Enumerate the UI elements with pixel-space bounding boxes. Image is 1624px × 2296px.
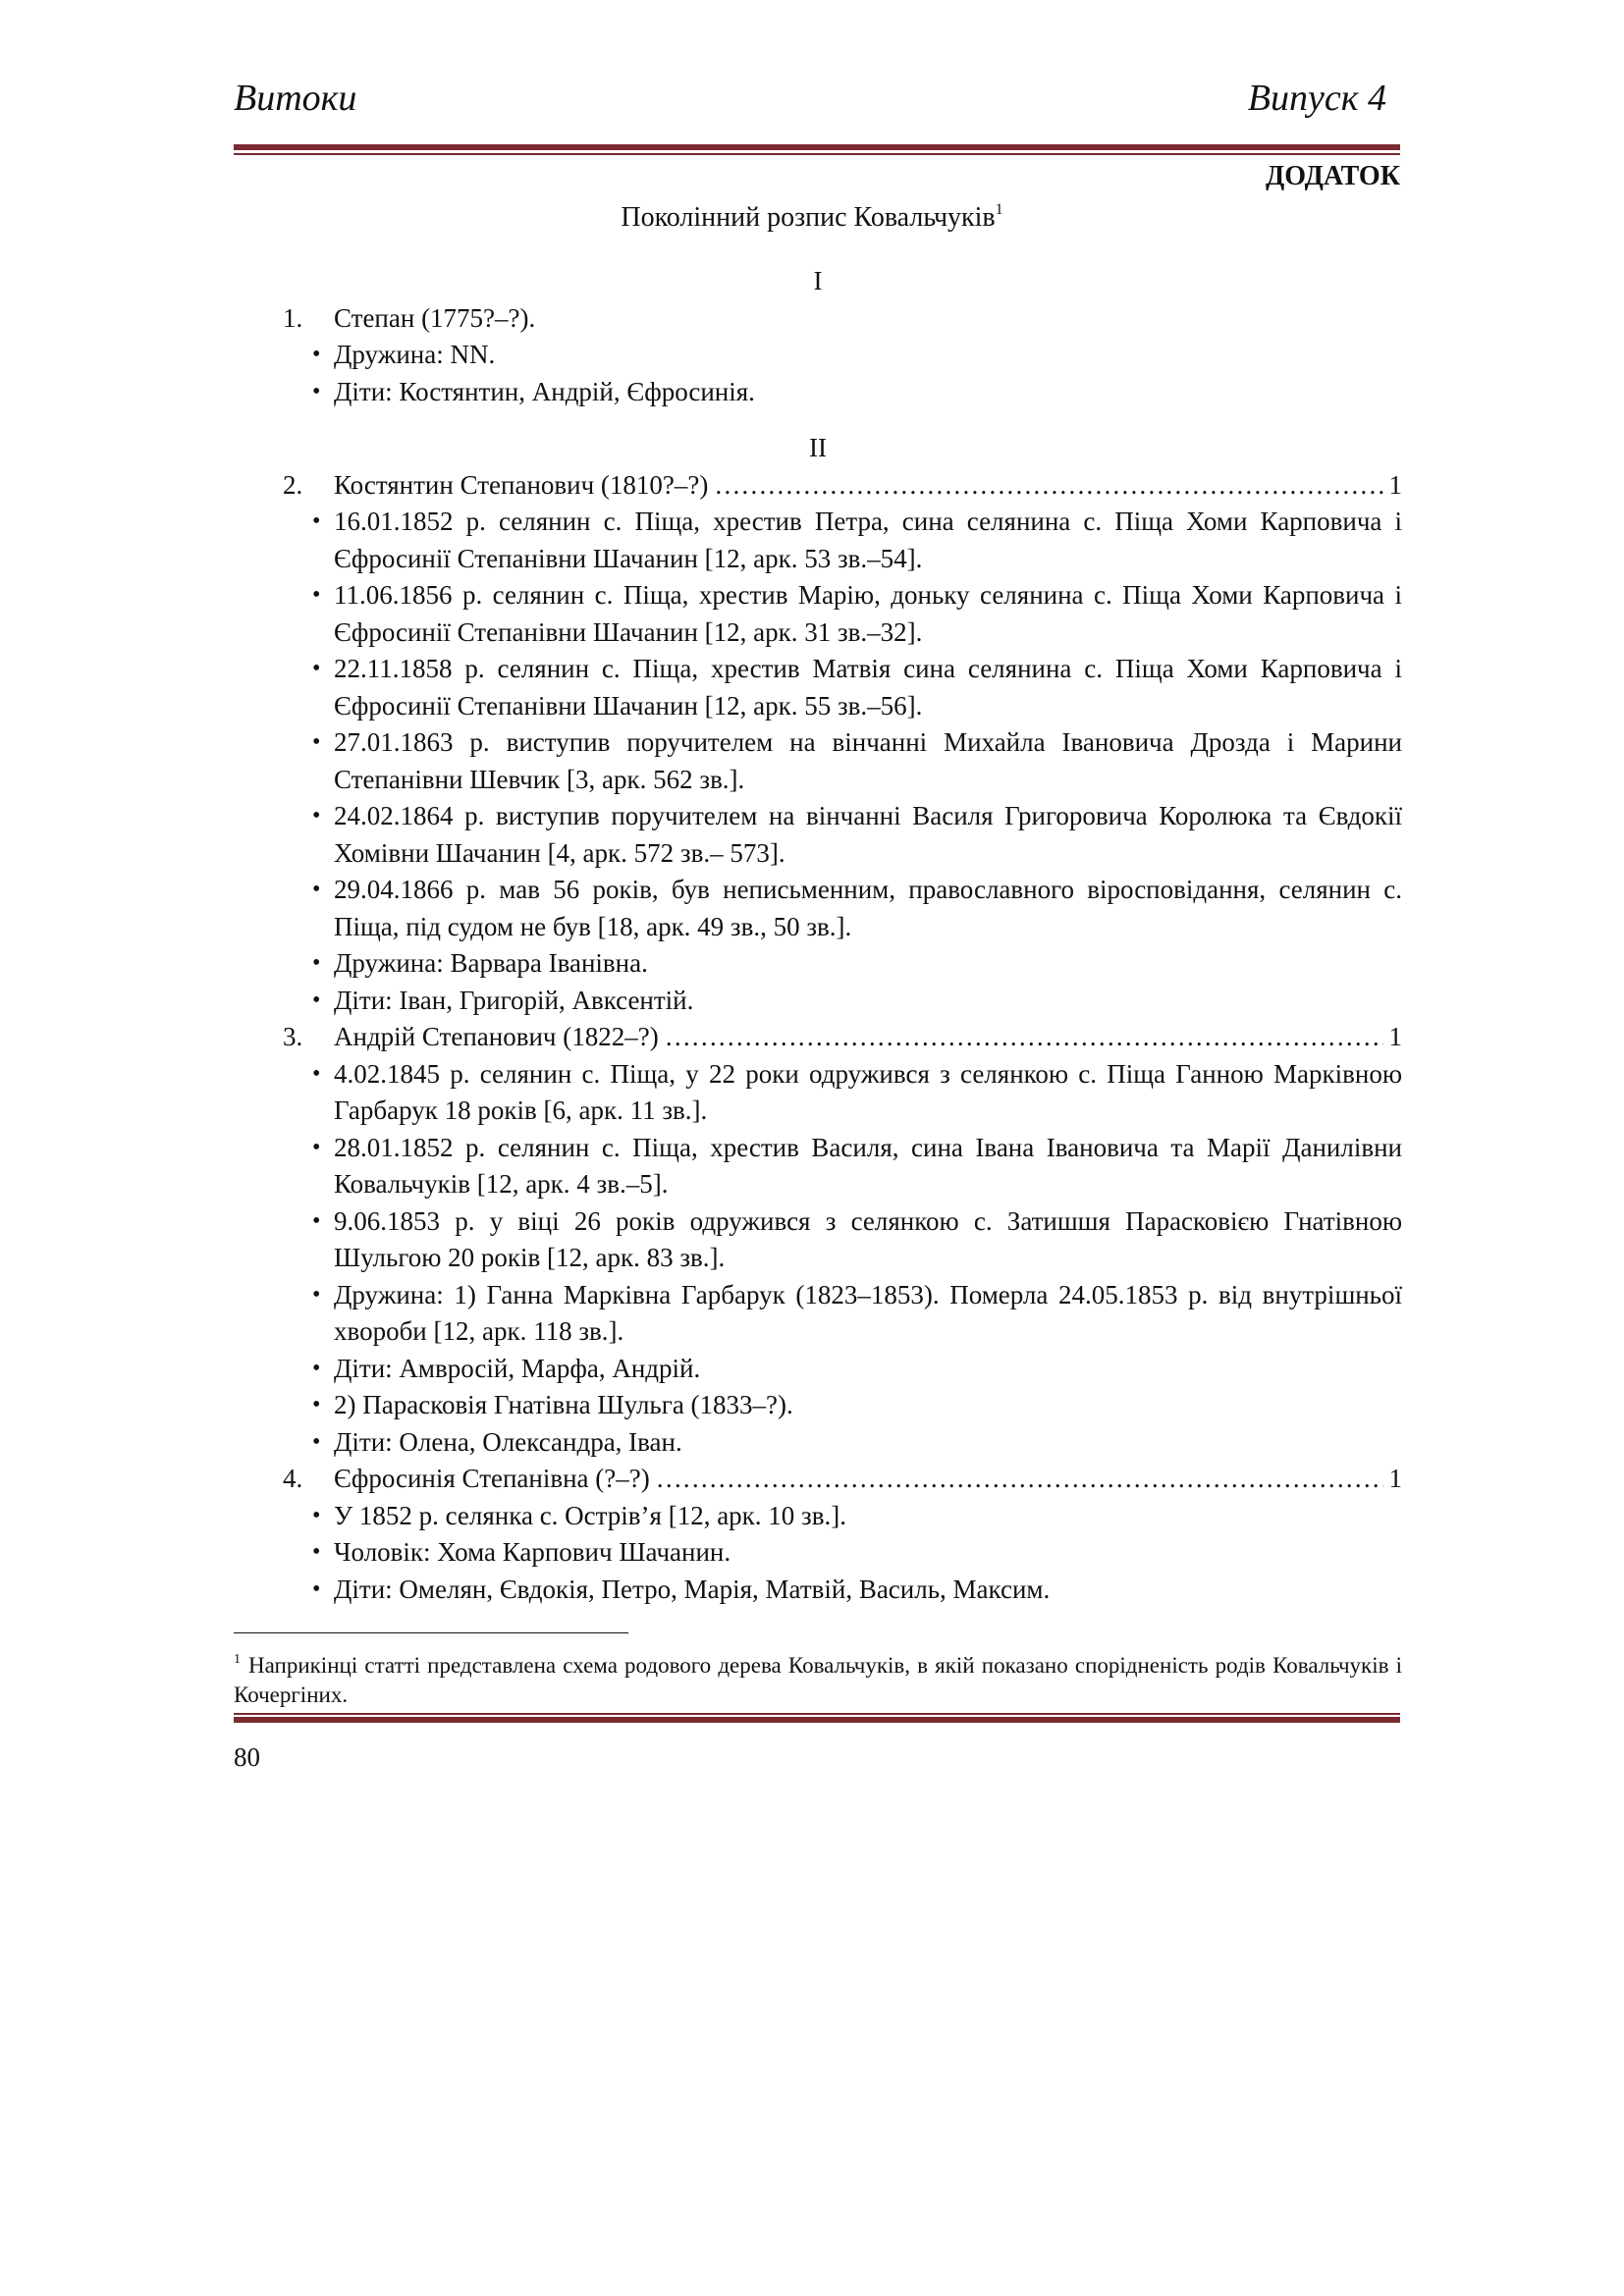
detail-item: • Діти: Олена, Олександра, Іван. [312, 1424, 1402, 1462]
entry-details [234, 504, 1402, 1019]
generation-label: II [809, 433, 827, 462]
detail-item: • Чоловік: Хома Карпович Шачанин. [312, 1534, 1402, 1572]
detail-item: • Дружина: NN. [312, 337, 1402, 374]
footnote-text: Наприкінці статті представлена схема родового дерева Ковальчуків, в якій показано спорідненість родів Ковальчуків і Кочергіних. [234, 1653, 1402, 1707]
genealogy-list [234, 253, 1402, 1608]
page-number: 80 [234, 1742, 260, 1772]
running-head-right: Випуск 4 [1247, 78, 1386, 119]
entry-number: 1. [283, 302, 303, 333]
entry-name: Костянтин Степанович (1810?–?) [334, 469, 709, 500]
footnote-number: 1 [234, 1652, 241, 1667]
entry-page-ref: 1 [1388, 1022, 1402, 1051]
person-entry [234, 467, 1402, 505]
footer-rule [234, 1713, 1400, 1727]
detail-item: • 4.02.1845 р. селянин с. Піща, у 22 роки одружився з селянкою с. Піща Ганною Марківною Гарбарук 18 років [6, арк. 11 зв.]. [312, 1056, 1402, 1130]
detail-item: • 24.02.1864 р. виступив поручителем на вінчанні Василя Григоровича Королюка та Євдокії Хомівни Шачанин [4, арк. 572 зв.– 573]. [312, 798, 1402, 872]
detail-item: • 16.01.1852 р. селянин с. Піща, хрестив Петра, сина селянина с. Піща Хоми Карповича і Єфросинії Степанівни Шачанин [12, арк. 53 зв.–54]. [312, 504, 1402, 577]
entry-details [234, 337, 1402, 410]
detail-item: • Діти: Костянтин, Андрій, Єфросинія. [312, 374, 1402, 411]
entry-name: Єфросинія Степанівна (?–?) [334, 1464, 650, 1493]
dot-leader [714, 467, 1382, 505]
detail-item: • Діти: Омелян, Євдокія, Петро, Марія, Матвій, Василь, Максим. [312, 1572, 1402, 1609]
dot-leader [656, 1461, 1383, 1498]
entry-page-ref: 1 [1388, 1464, 1402, 1493]
detail-item: • Дружина: 1) Ганна Марківна Гарбарук (1823–1853). Померла 24.05.1853 р. від внутрішньої хвороби [12, арк. 118 зв.]. [312, 1277, 1402, 1351]
entry-name: Андрій Степанович (1822–?) [334, 1022, 659, 1051]
page-title [0, 192, 1624, 236]
header-rule [234, 144, 1400, 158]
detail-item: • 11.06.1856 р. селянин с. Піща, хрестив Марію, доньку селянина с. Піща Хоми Карповича і Єфросинії Степанівни Шачанин [12, арк. 31 зв.–32]. [312, 577, 1402, 651]
detail-item: • 9.06.1853 р. у віці 26 років одружився з селянкою с. Затишшя Парасковією Гнатівною Шульгою 20 років [12, арк. 83 зв.]. [312, 1203, 1402, 1277]
person-entry [234, 1461, 1402, 1498]
footnote-separator [234, 1632, 628, 1633]
detail-item: • 27.01.1863 р. виступив поручителем на вінчанні Михайла Івановича Дрозда і Марини Степанівни Шевчик [3, арк. 562 зв.]. [312, 724, 1402, 798]
detail-item: • Діти: Амвросій, Марфа, Андрій. [312, 1351, 1402, 1388]
page-title-text: Поколінний розпис Ковальчуків [621, 202, 996, 233]
detail-item: • 2) Парасковія Гнатівна Шульга (1833–?). [312, 1387, 1402, 1424]
detail-item: • 28.01.1852 р. селянин с. Піща, хрестив Василя, сина Івана Івановича та Марії Данилівни Ковальчуків [12, арк. 4 зв.–5]. [312, 1130, 1402, 1203]
running-head-left: Витоки [234, 78, 357, 119]
entry-details [234, 1498, 1402, 1609]
detail-item: • 22.11.1858 р. селянин с. Піща, хрестив Матвія сина селянина с. Піща Хоми Карповича і Єфросинії Степанівни Шачанин [12, арк. 55 зв.–56]. [312, 651, 1402, 724]
detail-item: • Діти: Іван, Григорій, Авксентій. [312, 983, 1402, 1020]
entry-number: 3. [283, 1022, 303, 1051]
detail-item: • Дружина: Варвара Іванівна. [312, 945, 1402, 983]
person-entry [234, 300, 1402, 338]
detail-item: • 29.04.1866 р. мав 56 років, був неписьменним, православного віросповідання, селянин с. Піща, під судом не був [18, арк. 49 зв., 50 зв.]. [312, 872, 1402, 945]
entry-page-ref: 1 [1388, 469, 1402, 500]
entry-details [234, 1056, 1402, 1462]
entry-name: Степан (1775?–?). [334, 302, 536, 333]
entry-number: 2. [283, 469, 303, 500]
dot-leader [665, 1019, 1383, 1056]
footnote-mark: 1 [995, 201, 1003, 218]
footnote [234, 1645, 1402, 1710]
appendix-title: ДОДАТОК [1265, 161, 1400, 191]
entry-number: 4. [283, 1464, 303, 1493]
generation-label: I [813, 266, 823, 295]
person-entry [234, 1019, 1402, 1056]
detail-item: • У 1852 р. селянка с. Острів’я [12, арк. 10 зв.]. [312, 1498, 1402, 1535]
